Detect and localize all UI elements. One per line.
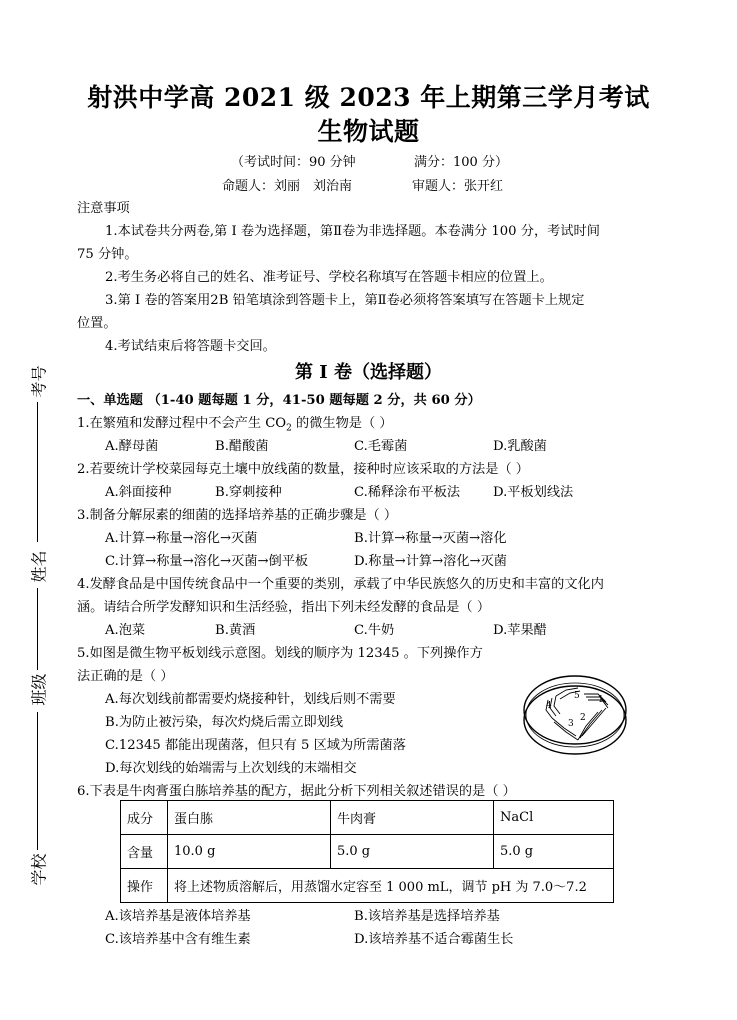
q5-option-a: A.每次划线前都需要灼烧接种针，划线后则不需要 — [105, 692, 396, 707]
q1-option-a: A.酵母菌 — [105, 439, 159, 454]
zone-label-3: 3 — [568, 719, 574, 729]
table-cell: 10.0 g — [168, 835, 331, 869]
petri-dish-streak-figure — [522, 672, 628, 762]
exam-time: （考试时间：90 分钟 — [231, 155, 356, 170]
q3-option-d: D.称量→计算→溶化→灭菌 — [354, 554, 507, 569]
section-part-heading: 一、单选题 （1-40 题每题 1 分，41-50 题每题 2 分，共 60 分） — [77, 393, 481, 408]
q2-option-d: D.平板划线法 — [493, 485, 574, 500]
table-cell: 牛肉膏 — [331, 801, 494, 835]
zone-label-5: 5 — [574, 691, 580, 701]
zone-label-1: 1 — [598, 695, 604, 705]
question-6-stem: 6.下表是牛肉膏蛋白胨培养基的配方，据此分析下列相关叙述错误的是（ ） — [77, 784, 516, 799]
table-cell: 含量 — [121, 835, 168, 869]
side-label-xuexiao: 学校 — [29, 853, 49, 886]
exam-subtitle: 生物试题 — [317, 117, 420, 146]
side-line — [37, 402, 38, 542]
question-5-stem-b: 法正确的是（ ） — [77, 669, 174, 684]
table-cell: 操作 — [121, 869, 168, 903]
q4-option-c: C.牛奶 — [354, 623, 395, 638]
question-5-stem-a: 5.如图是微生物平板划线示意图。划线的顺序为 12345 。下列操作方 — [77, 646, 483, 661]
q1-option-b: B.醋酸菌 — [215, 439, 269, 454]
q4-option-d: D.苹果醋 — [493, 623, 547, 638]
q6-option-c: C.该培养基中含有维生素 — [105, 932, 251, 947]
q2-option-a: A.斜面接种 — [105, 485, 172, 500]
question-2-stem: 2.若要统计学校菜园每克土壤中放线菌的数量，接种时应该采取的方法是（ ） — [77, 462, 529, 477]
medium-recipe-table — [120, 800, 614, 903]
side-line — [37, 712, 38, 850]
q6-option-a: A.该培养基是液体培养基 — [105, 909, 251, 924]
table-cell: 蛋白胨 — [168, 801, 331, 835]
section-title: 第 I 卷（选择题） — [295, 362, 442, 383]
table-row — [121, 835, 614, 869]
q1-option-d: D.乳酸菌 — [493, 439, 547, 454]
q3-option-b: B.计算→称量→灭菌→溶化 — [354, 531, 507, 546]
note-4: 4.考试结束后将答题卡交回。 — [105, 339, 276, 354]
q2-option-c: C.稀释涂布平板法 — [354, 485, 461, 500]
q2-option-b: B.穿刺接种 — [215, 485, 282, 500]
q3-option-a: A.计算→称量→溶化→灭菌 — [105, 531, 258, 546]
side-label-kaohao: 考号 — [29, 365, 49, 398]
q1-option-c: C.毛霉菌 — [354, 439, 408, 454]
note-1b: 75 分钟。 — [77, 247, 138, 262]
note-2: 2.考生务必将自己的姓名、准考证号、学校名称填写在答题卡相应的位置上。 — [105, 270, 553, 285]
exam-title: 射洪中学高 2021 级 2023 年上期第三学月考试 — [87, 83, 650, 112]
note-3a: 3.第 I 卷的答案用2B 铅笔填涂到答题卡上，第Ⅱ卷必须将答案填写在答题卡上规定 — [105, 293, 585, 308]
table-cell: 5.0 g — [331, 835, 494, 869]
exam-setter: 命题人：刘丽 刘治南 — [222, 179, 353, 194]
q5-option-c: C.12345 都能出现菌落，但只有 5 区域为所需菌落 — [105, 738, 406, 753]
table-row — [121, 801, 614, 835]
exam-reviewer: 审题人：张开红 — [412, 179, 504, 194]
table-cell: 成分 — [121, 801, 168, 835]
q6-option-b: B.该培养基是选择培养基 — [354, 909, 500, 924]
question-1-stem: 1.在繁殖和发酵过程中不会产生 $CO_2$ 的微生物是（ ） — [77, 416, 393, 434]
side-label-banji: 班级 — [29, 673, 49, 706]
question-4-stem-b: 涵。请结合所学发酵知识和生活经验，指出下列未经发酵的食品是（ ） — [77, 600, 491, 615]
side-label-xingming: 姓名 — [29, 550, 49, 583]
q3-option-c: C.计算→称量→溶化→灭菌→倒平板 — [105, 554, 309, 569]
q4-option-b: B.黄酒 — [215, 623, 256, 638]
q4-option-a: A.泡菜 — [105, 623, 146, 638]
side-line — [37, 588, 38, 670]
question-4-stem-a: 4.发酵食品是中国传统食品中一个重要的类别，承载了中华民族悠久的历史和丰富的文化内 — [77, 577, 604, 592]
table-cell: NaCl — [494, 801, 614, 835]
exam-score: 满分：100 分） — [414, 155, 508, 170]
note-1a: 1.本试卷共分两卷,第 I 卷为选择题，第Ⅱ卷为非选择题。本卷满分 100 分，考试时间 — [105, 224, 600, 239]
question-3-stem: 3.制备分解尿素的细菌的选择培养基的正确步骤是（ ） — [77, 508, 398, 523]
table-cell: 5.0 g — [494, 835, 614, 869]
note-3b: 位置。 — [77, 316, 117, 331]
zone-label-2: 2 — [580, 713, 586, 723]
table-row — [121, 869, 614, 903]
table-cell: 将上述物质溶解后，用蒸馏水定容至 1 000 mL，调节 pH 为 7.0～7.2 — [168, 869, 614, 903]
q5-option-d: D.每次划线的始端需与上次划线的末端相交 — [105, 761, 357, 776]
q6-option-d: D.该培养基不适合霉菌生长 — [354, 932, 514, 947]
notes-heading: 注意事项 — [77, 201, 130, 216]
q5-option-b: B.为防止被污染，每次灼烧后需立即划线 — [105, 715, 344, 730]
zone-label-4: 4 — [546, 701, 552, 711]
